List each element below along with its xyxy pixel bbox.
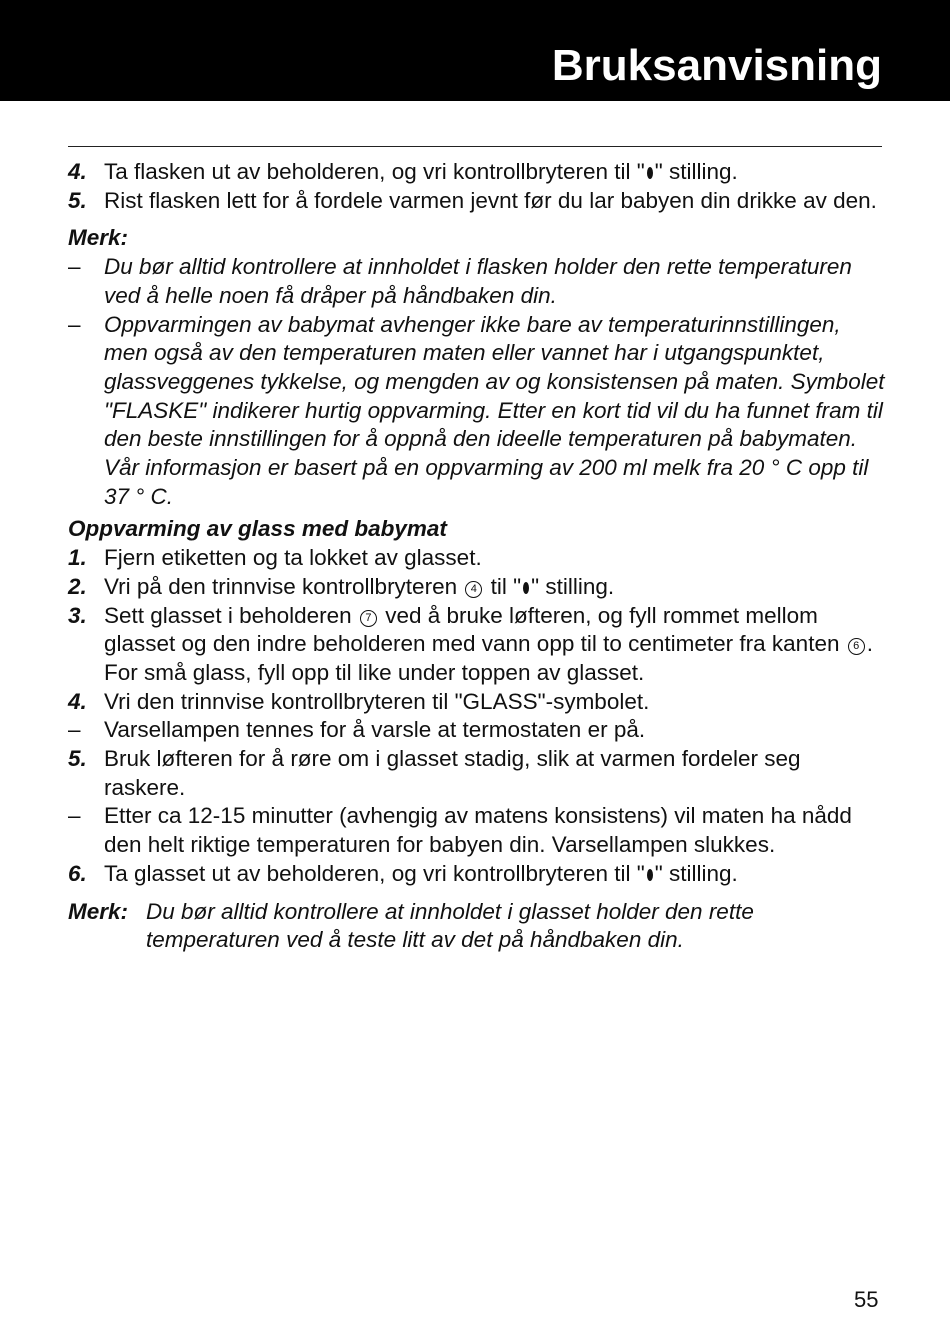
header-divider xyxy=(68,146,882,147)
step-text-after: . For små glass, fyll opp til like under toppen av glasset. xyxy=(104,631,873,685)
step-number: 3. xyxy=(68,602,87,628)
note-bullet-text: Du bør alltid kontrollere at innholdet i flasken holder den rette temperaturen ved å helle noen få dråper på håndbaken din. xyxy=(104,254,852,308)
step-number: 5. xyxy=(68,187,87,213)
step-4-jar xyxy=(68,688,888,717)
off-position-icon xyxy=(647,167,653,179)
info-text: Etter ca 12-15 minutter (avhengig av matens konsistens) vil maten ha nådd den helt riktige temperaturen for babyen din. Varsellampen slukkes. xyxy=(104,803,852,858)
part-reference-circle: 6 xyxy=(848,638,865,655)
step-text-before: Vri på den trinnvise kontrollbryteren xyxy=(104,573,458,599)
step-text: Vri den trinnvise kontrollbryteren til "GLASS"-symbolet. xyxy=(104,688,650,714)
step-text-after: " stilling. xyxy=(531,573,615,599)
dash-marker: – xyxy=(68,311,81,337)
section-heading: Oppvarming av glass med babymat xyxy=(68,516,447,542)
note-label: Merk: xyxy=(68,225,129,251)
document-body xyxy=(68,158,888,955)
note-final xyxy=(68,898,888,955)
step-text: Rist flasken lett for å fordele varmen jevnt før du lar babyen din drikke av den. xyxy=(104,187,877,213)
step-text-middle: ved å bruke løfteren, og fyll rommet mellom glasset og den indre beholderen med vann opp til to centimeter fra kanten xyxy=(104,602,840,657)
part-reference-circle: 4 xyxy=(465,581,482,598)
note-text: Du bør alltid kontrollere at innholdet i glasset holder den rette temperaturen ved å teste litt av det på håndbaken din. xyxy=(146,898,754,953)
step-text: Bruk løfteren for å røre om i glasset stadig, slik at varmen fordeler seg raskere. xyxy=(104,746,801,800)
step-5-jar xyxy=(68,745,888,802)
step-number: 1. xyxy=(68,545,87,571)
dash-marker: – xyxy=(68,803,81,829)
step-text-before: Sett glasset i beholderen xyxy=(104,602,352,628)
step-text-before: Ta flasken ut av beholderen, og vri kontrollbryteren til " xyxy=(104,159,645,184)
step-6-jar xyxy=(68,860,888,889)
note-bullet xyxy=(68,253,888,310)
step-5-bottle xyxy=(68,187,888,216)
note-bullet-text: Oppvarmingen av babymat avhenger ikke bare av temperaturinnstillingen, men også av den temperaturen maten eller vannet har i utgangspunktet, glassveggenes tykkelse, og mengden av og konsistensen på maten. Symbolet "FLASKE" indikerer hurtig oppvarming. Etter en kort tid vil du ha funnet fram til den beste innstillingen for å oppnå den ideelle temperaturen på babymaten. Vår informasjon er basert på en oppvarming av 200 ml melk fra 20 ° C opp til 37 ° C. xyxy=(104,311,885,509)
step-text: Fjern etiketten og ta lokket av glasset. xyxy=(104,545,482,571)
step-number: 6. xyxy=(68,860,87,886)
step-5-info xyxy=(68,802,888,859)
header-bar xyxy=(0,0,950,101)
step-1-jar xyxy=(68,544,888,573)
step-position-icon xyxy=(523,582,529,594)
dash-marker: – xyxy=(68,717,81,743)
step-3-jar xyxy=(68,602,888,688)
page-number: 55 xyxy=(854,1287,879,1312)
step-4-info xyxy=(68,716,888,745)
step-2-jar xyxy=(68,573,888,602)
step-number: 4. xyxy=(68,159,87,184)
step-4-bottle xyxy=(68,158,888,187)
step-number: 2. xyxy=(68,573,87,599)
step-text-after: " stilling. xyxy=(654,159,738,184)
note-label: Merk: xyxy=(68,898,129,924)
page-title: Bruksanvisning xyxy=(551,41,882,90)
step-number: 5. xyxy=(68,746,87,772)
part-reference-circle: 7 xyxy=(360,610,377,627)
step-text-middle: til " xyxy=(490,573,522,599)
dash-marker: – xyxy=(68,254,81,280)
step-number: 4. xyxy=(68,688,87,714)
step-text-after: " stilling. xyxy=(654,860,738,886)
step-text-before: Ta glasset ut av beholderen, og vri kontrollbryteren til " xyxy=(104,860,645,886)
info-text: Varsellampen tennes for å varsle at termostaten er på. xyxy=(104,717,646,743)
note-bullet xyxy=(68,311,888,512)
off-position-icon xyxy=(647,869,653,881)
